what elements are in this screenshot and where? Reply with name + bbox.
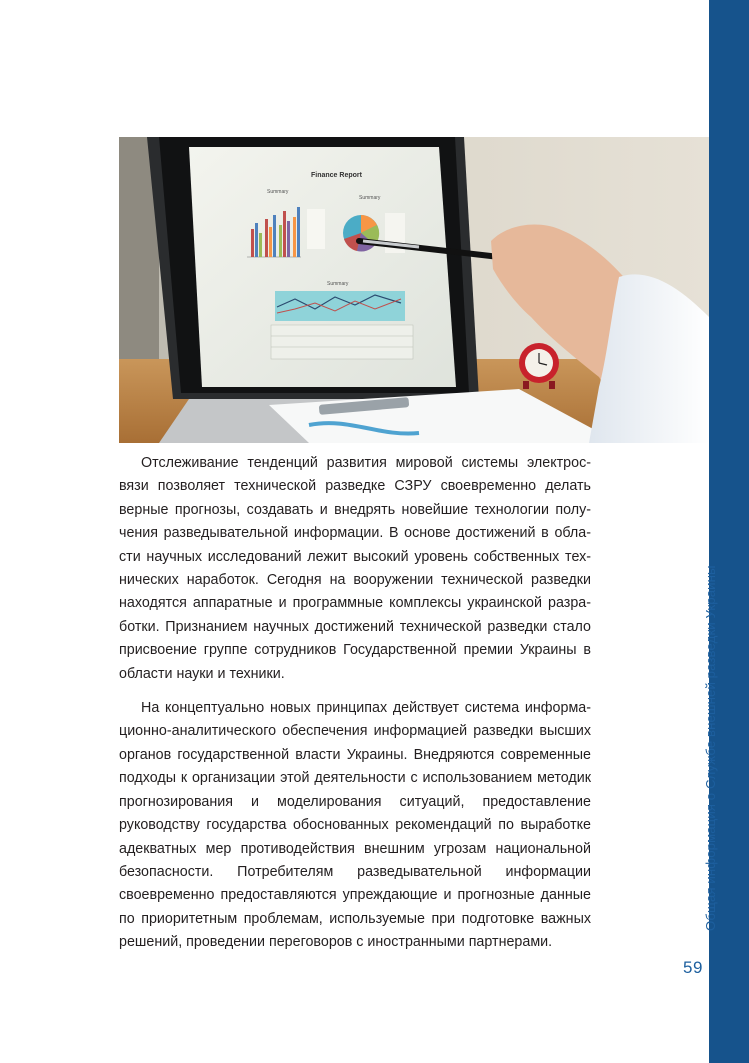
screen-title: Finance Report [311,172,362,179]
page-number: 59 [683,958,703,977]
side-running-title: Общая информация о Службе внешней разведки Украины [703,565,718,931]
alarm-clock [519,343,559,389]
screen-line-chart [271,291,413,359]
paragraph-2: На концептуально новых принципах действует система информационно-аналитического обеспечения информацией разведки высших органов государственной власти Украины. Внедряются современные подходы к организации этой деятельности с использованием методик прогнозирования и моделирования ситуаций, предоставление руководству государства обоснованных рекомендаций по выработке адекватных мер противодействия внешним угрозам национальной безопасности. Потребителям разведывательной информации своевременно предоставляются упреждающие и прогнозные данные по приоритетным проблемам, используемые при подготовке важных решений, проведении переговоров с иностранными партнерами. [119,700,591,951]
screen-chart-title-2: Summary [359,195,381,201]
paragraph-1: Отслеживание тенденций развития мировой системы электросвязи позволяет технической разведке СЗРУ своевременно делать верные прогнозы, создавать и внедрять новейшие технологии получения разведывательной информации. В основе достижений в области научных исследований лежит высокий уровень собственных технических наработок. Сегодня на вооружении технической разведки находятся аппаратные и программные комплексы украинской разработки. Признанием научных достижений технической разведки стало присвоение группе сотрудников Государственной премии Украины в области науки и техники. [119,455,591,682]
laptop-finance-report-photo [119,137,709,443]
screen-chart-title-3: Summary [327,281,349,287]
screen-chart-title-1: Summary [267,189,289,195]
body-text [119,452,591,955]
